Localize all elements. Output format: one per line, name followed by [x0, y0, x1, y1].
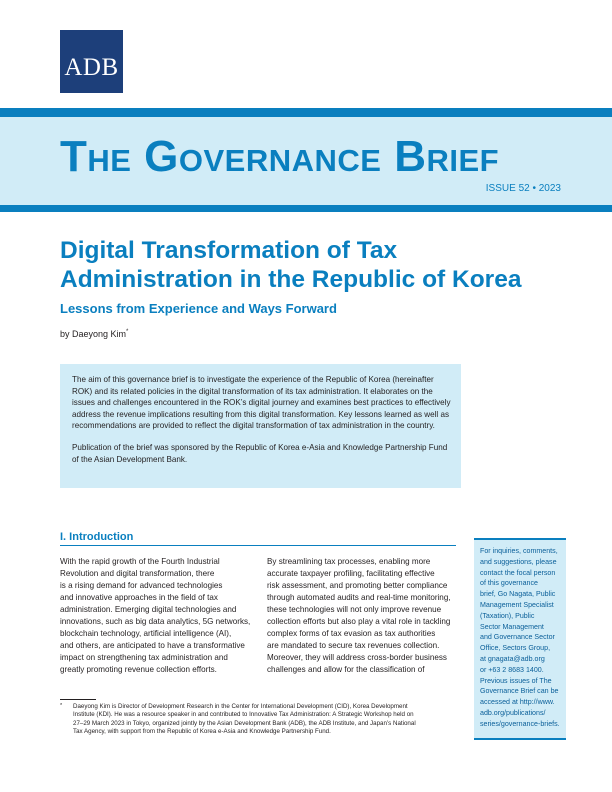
body-line: With the rapid growth of the Fourth Industrial	[60, 557, 220, 566]
body-line: administration. Emerging digital technologies and	[60, 605, 237, 615]
article-title	[60, 236, 560, 294]
sidebar-line: contact the focal person	[480, 568, 556, 577]
body-line: are mandated to secure tax revenues collection.	[267, 641, 440, 651]
sidebar-link[interactable]: series/governance-briefs.	[480, 719, 560, 728]
adb-logo	[60, 30, 123, 93]
body-line: greatly promoting revenue collection efforts.	[60, 665, 217, 675]
contact-sidebar	[474, 538, 566, 740]
body-line: and others, are anticipated to have a transformative	[60, 641, 245, 651]
section-divider	[60, 545, 456, 546]
sidebar-line: Sector Management	[480, 622, 544, 631]
article-title-line: Digital Transformation of Tax	[60, 237, 398, 264]
body-line: complex forms of tax evasion as tax authorities	[267, 629, 436, 639]
body-line: impact on strengthening tax administration and	[60, 653, 228, 663]
sidebar-line: Office, Sectors Group,	[480, 644, 551, 653]
sidebar-line: of this governance	[480, 579, 538, 588]
body-line: is a rising demand for advanced technologies	[60, 581, 223, 591]
author-name: by Daeyong Kim	[60, 329, 127, 339]
footnote-text	[60, 703, 460, 736]
footnote-rule	[60, 699, 96, 700]
body-column-left	[60, 556, 251, 676]
body-line: accurate taxpayer profiling, facilitating effective	[267, 569, 435, 579]
abstract-paragraph: The aim of this governance brief is to investigate the experience of the Republic of Korea (hereinafter ROK) and its related policies in the digital transformation of its tax administration. It elaborates on the issues and challenges encountered in the ROK’s digital journey and examines best practices to effectively address the revenue implications resulting from this digital transformation. Key lessons learned as well as recommendations are provided to reflect the digital transformation of tax administration in the country.	[72, 375, 451, 431]
footnote-line: Institute (KDI). He was a resource speaker in and contributed to Innovative Tax Administration: A Strategic Workshop held on	[73, 711, 414, 719]
body-line: and innovative approaches in the field of tax	[60, 593, 218, 603]
sidebar-line: and Governance Sector	[480, 633, 555, 642]
article-title-line: Administration in the Republic of Korea	[60, 266, 522, 293]
masthead-bottom-stripe	[0, 205, 612, 212]
body-line: Moreover, they will address cross-border business	[267, 653, 447, 663]
body-line: Revolution and digital transformation, there	[60, 569, 215, 579]
sidebar-link[interactable]: adb.org/publications/	[480, 708, 546, 717]
sidebar-link[interactable]: accessed at http://www.	[480, 698, 555, 707]
body-line: innovations, such as big data analytics, 5G networks,	[60, 617, 251, 627]
publication-title: The Governance Brief	[60, 132, 500, 181]
sidebar-line: (Taxation), Public	[480, 611, 535, 620]
sidebar-phone: or +63 2 8683 1400.	[480, 665, 544, 674]
body-line: blockchain technology, artificial intelligence (AI),	[60, 629, 232, 639]
abstract-box	[60, 364, 461, 488]
article-subtitle: Lessons from Experience and Ways Forward	[60, 301, 337, 316]
footnote-mark: *	[60, 703, 63, 709]
body-line: risk assessment, and promoting better compliance	[267, 581, 448, 591]
body-line: these technologies will not only improve revenue	[267, 605, 442, 615]
author-byline	[60, 328, 128, 340]
author-footnote-mark: *	[126, 329, 129, 335]
issue-number: ISSUE 52 • 2023	[485, 183, 561, 194]
footnote-line: Daeyong Kim is Director of Development Research in the Center for International Development (CID), Korea Development	[73, 703, 408, 710]
sidebar-line: and suggestions, please	[480, 557, 557, 566]
sidebar-line: Previous issues of The	[480, 676, 552, 685]
sidebar-line: For inquiries, comments,	[480, 547, 558, 555]
body-line: collection efforts but also play a vital role in tackling	[267, 617, 451, 627]
sidebar-line: Management Specialist	[480, 600, 554, 609]
section-heading: I. Introduction	[60, 531, 134, 543]
footnote-line: Tax Agency, with support from the Republic of Korea e-Asia and Knowledge Partnership Fund.	[73, 727, 331, 735]
body-column-right	[267, 556, 455, 676]
sidebar-line: brief, Go Nagata, Public	[480, 590, 556, 599]
body-line: challenges and allow for the classification of	[267, 665, 425, 675]
footnote-line: 27–29 March 2023 in Tokyo, organized jointly by the Asian Development Bank (ADB), the ADB Institute, and Japan’s National	[73, 719, 416, 727]
sidebar-line: Governance Brief can be	[480, 687, 559, 696]
sidebar-email[interactable]: at gnagata@adb.org	[480, 654, 545, 663]
footnote	[60, 703, 460, 736]
body-line: through automated audits and real-time monitoring,	[267, 593, 451, 603]
abstract-paragraph: Publication of the brief was sponsored by the Republic of Korea e-Asia and Knowledge Partnership Fund of the Asian Development Bank.	[72, 442, 448, 464]
body-line: By streamlining tax processes, enabling more	[267, 557, 431, 566]
masthead-top-stripe	[0, 108, 612, 117]
adb-logo-text: ADB	[64, 53, 119, 81]
